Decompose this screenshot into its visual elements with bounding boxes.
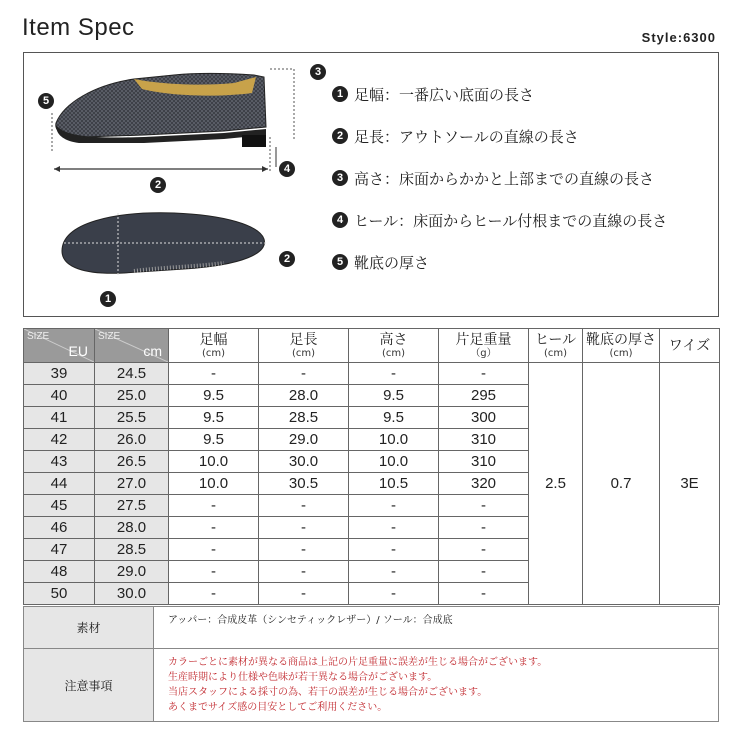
size-eu-cell: 41 bbox=[24, 407, 95, 429]
width-cell: 9.5 bbox=[169, 429, 259, 451]
width-cell: - bbox=[169, 517, 259, 539]
marker-2-side: 2 bbox=[150, 177, 166, 193]
material-label: 素材 bbox=[24, 607, 154, 649]
caution-line: 当店スタッフによる採寸の為、若干の誤差が生じる場合がございます。 bbox=[168, 687, 488, 698]
marker-5: 5 bbox=[38, 93, 54, 109]
legend-text: 靴底の厚さ bbox=[354, 253, 430, 272]
legend-text: 足長：アウトソールの直線の長さ bbox=[354, 127, 579, 146]
marker-1: 1 bbox=[100, 291, 116, 307]
caution-line: あくまでサイズ感の目安としてご利用ください。 bbox=[168, 702, 388, 713]
wise-cell: 3E bbox=[660, 363, 720, 605]
weight-cell: - bbox=[439, 495, 529, 517]
style-code: Style:6300 bbox=[641, 30, 716, 45]
length-cell: 30.5 bbox=[259, 473, 349, 495]
length-cell: 30.0 bbox=[259, 451, 349, 473]
weight-cell: - bbox=[439, 539, 529, 561]
column-header-wise: ワイズ bbox=[660, 329, 720, 363]
size-cm-cell: 28.5 bbox=[95, 539, 169, 561]
legend-number: 2 bbox=[332, 128, 348, 144]
weight-cell: 295 bbox=[439, 385, 529, 407]
marker-3: 3 bbox=[310, 64, 326, 80]
legend-item bbox=[332, 251, 667, 273]
height-cell: - bbox=[349, 363, 439, 385]
size-cm-cell: 28.0 bbox=[95, 517, 169, 539]
height-cell: - bbox=[349, 517, 439, 539]
column-header-width: 足幅 (cm) bbox=[169, 329, 259, 363]
height-cell: 9.5 bbox=[349, 385, 439, 407]
height-cell: 10.0 bbox=[349, 451, 439, 473]
measurement-legend bbox=[332, 83, 667, 293]
length-cell: - bbox=[259, 539, 349, 561]
column-header-length: 足長 (cm) bbox=[259, 329, 349, 363]
length-cell: - bbox=[259, 495, 349, 517]
weight-cell: - bbox=[439, 583, 529, 605]
legend-item bbox=[332, 83, 667, 105]
length-cell: - bbox=[259, 517, 349, 539]
height-cell: - bbox=[349, 583, 439, 605]
size-cm-cell: 30.0 bbox=[95, 583, 169, 605]
legend-item bbox=[332, 167, 667, 189]
legend-number: 4 bbox=[332, 212, 348, 228]
sole-cell: 0.7 bbox=[583, 363, 660, 605]
marker-2-sole: 2 bbox=[279, 251, 295, 267]
size-eu-cell: 39 bbox=[24, 363, 95, 385]
legend-text: 高さ：床面からかかと上部までの直線の長さ bbox=[354, 169, 655, 188]
width-cell: - bbox=[169, 561, 259, 583]
legend-number: 3 bbox=[332, 170, 348, 186]
size-cm-cell: 27.5 bbox=[95, 495, 169, 517]
column-header-sole: 靴底の厚さ (cm) bbox=[583, 329, 660, 363]
marker-4: 4 bbox=[279, 161, 295, 177]
spec-diagram-panel bbox=[23, 52, 719, 317]
size-eu-cell: 47 bbox=[24, 539, 95, 561]
column-header-heel: ヒール (cm) bbox=[529, 329, 583, 363]
width-cell: - bbox=[169, 583, 259, 605]
size-eu-cell: 40 bbox=[24, 385, 95, 407]
size-cm-header: SIZE cm bbox=[95, 329, 169, 363]
size-eu-cell: 50 bbox=[24, 583, 95, 605]
weight-cell: 300 bbox=[439, 407, 529, 429]
caution-line: カラーごとに素材が異なる商品は上記の片足重量に誤差が生じる場合がございます。 bbox=[168, 657, 548, 668]
column-header-height: 高さ (cm) bbox=[349, 329, 439, 363]
legend-text: ヒール：床面からヒール付根までの直線の長さ bbox=[354, 211, 668, 230]
length-cell: 28.5 bbox=[259, 407, 349, 429]
notes-table bbox=[23, 606, 719, 722]
weight-cell: 320 bbox=[439, 473, 529, 495]
material-text: アッパー：合成皮革（シンセティックレザー）/ ソール：合成底 bbox=[154, 607, 719, 649]
width-cell: - bbox=[169, 495, 259, 517]
size-eu-cell: 43 bbox=[24, 451, 95, 473]
heel-cell: 2.5 bbox=[529, 363, 583, 605]
weight-cell: - bbox=[439, 561, 529, 583]
caution-line: 生産時期により仕様や色味が若干異なる場合がございます。 bbox=[168, 672, 438, 683]
width-cell: 9.5 bbox=[169, 407, 259, 429]
weight-cell: 310 bbox=[439, 429, 529, 451]
table-row bbox=[24, 363, 720, 385]
length-cell: 29.0 bbox=[259, 429, 349, 451]
size-eu-cell: 48 bbox=[24, 561, 95, 583]
size-cm-cell: 24.5 bbox=[95, 363, 169, 385]
height-cell: - bbox=[349, 495, 439, 517]
caution-text bbox=[154, 649, 719, 722]
weight-cell: - bbox=[439, 517, 529, 539]
height-cell: 10.5 bbox=[349, 473, 439, 495]
height-cell: - bbox=[349, 539, 439, 561]
size-table bbox=[23, 328, 720, 605]
width-cell: 10.0 bbox=[169, 473, 259, 495]
length-cell: 28.0 bbox=[259, 385, 349, 407]
length-cell: - bbox=[259, 583, 349, 605]
legend-number: 5 bbox=[332, 254, 348, 270]
length-cell: - bbox=[259, 561, 349, 583]
height-cell: 9.5 bbox=[349, 407, 439, 429]
legend-text: 足幅：一番広い底面の長さ bbox=[354, 85, 535, 104]
size-cm-cell: 25.5 bbox=[95, 407, 169, 429]
legend-item bbox=[332, 209, 667, 231]
size-cm-cell: 29.0 bbox=[95, 561, 169, 583]
caution-label: 注意事項 bbox=[24, 649, 154, 722]
size-eu-cell: 42 bbox=[24, 429, 95, 451]
size-table-body bbox=[24, 363, 720, 605]
length-cell: - bbox=[259, 363, 349, 385]
size-cm-cell: 25.0 bbox=[95, 385, 169, 407]
size-cm-cell: 27.0 bbox=[95, 473, 169, 495]
size-eu-cell: 46 bbox=[24, 517, 95, 539]
width-cell: - bbox=[169, 539, 259, 561]
size-cm-cell: 26.0 bbox=[95, 429, 169, 451]
size-eu-header: SIZE EU bbox=[24, 329, 95, 363]
size-cm-cell: 26.5 bbox=[95, 451, 169, 473]
page-title: Item Spec bbox=[22, 14, 135, 41]
width-cell: 10.0 bbox=[169, 451, 259, 473]
weight-cell: 310 bbox=[439, 451, 529, 473]
legend-item bbox=[332, 125, 667, 147]
height-cell: - bbox=[349, 561, 439, 583]
column-header-weight: 片足重量 （g） bbox=[439, 329, 529, 363]
size-eu-cell: 44 bbox=[24, 473, 95, 495]
legend-number: 1 bbox=[332, 86, 348, 102]
width-cell: 9.5 bbox=[169, 385, 259, 407]
height-cell: 10.0 bbox=[349, 429, 439, 451]
shoe-side-view bbox=[56, 74, 266, 148]
width-cell: - bbox=[169, 363, 259, 385]
weight-cell: - bbox=[439, 363, 529, 385]
size-eu-cell: 45 bbox=[24, 495, 95, 517]
